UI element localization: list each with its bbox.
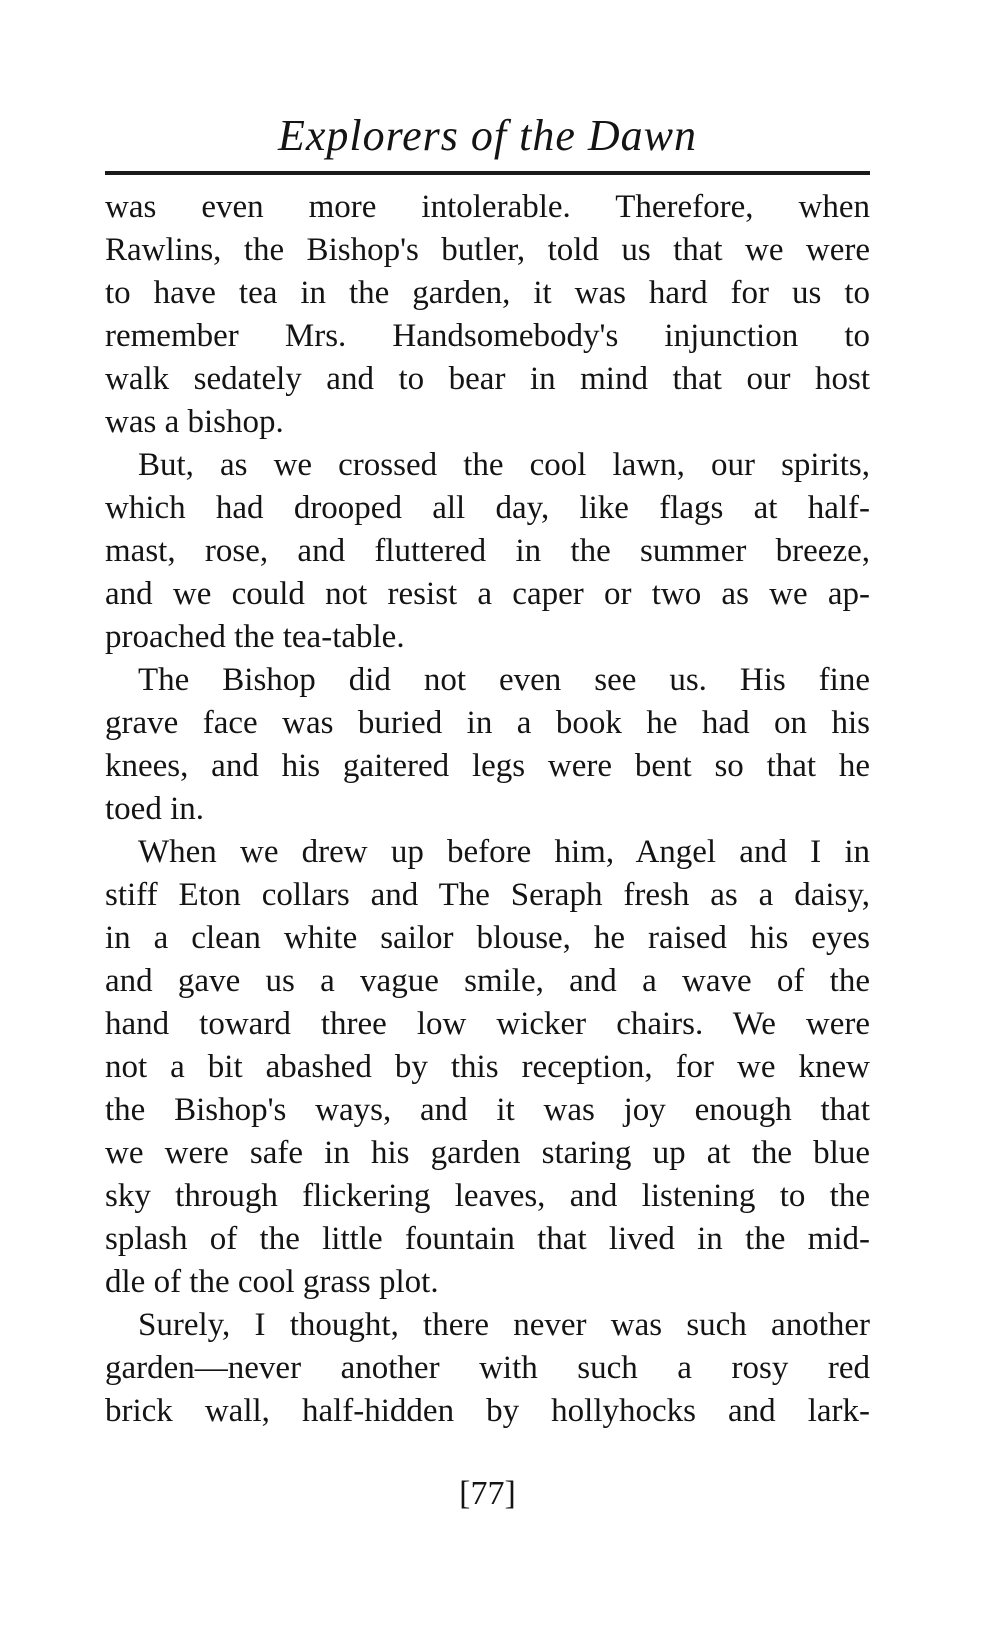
text-line: garden—never another with such a rosy red	[105, 1350, 870, 1386]
text-line: not a bit abashed by this reception, for we knew	[105, 1049, 870, 1085]
text-line: mast, rose, and fluttered in the summer breeze,	[105, 533, 870, 569]
running-head: Explorers of the Dawn	[278, 111, 697, 160]
text-line: hand toward three low wicker chairs. We were	[105, 1006, 870, 1042]
text-line: dle of the cool grass plot.	[105, 1264, 439, 1300]
text-line: we were safe in his garden staring up at the blue	[105, 1135, 870, 1171]
text-line: to have tea in the garden, it was hard for us to	[105, 275, 870, 311]
text-line: brick wall, half-hidden by hollyhocks and lark-	[105, 1393, 870, 1429]
text-line: stiff Eton collars and The Seraph fresh as a daisy,	[105, 877, 870, 913]
text-line: and we could not resist a caper or two as we ap-	[105, 576, 870, 612]
text-line: and gave us a vague smile, and a wave of the	[105, 963, 870, 999]
text-line: Surely, I thought, there never was such another	[138, 1307, 870, 1343]
text-line: grave face was buried in a book he had on his	[105, 705, 870, 741]
text-line: sky through flickering leaves, and listening to the	[105, 1178, 870, 1214]
text-line: was a bishop.	[105, 404, 284, 440]
text-line: was even more intolerable. Therefore, when	[105, 189, 870, 225]
text-line: walk sedately and to bear in mind that our host	[105, 361, 870, 397]
text-line: toed in.	[105, 791, 204, 827]
body-text	[105, 186, 870, 1433]
text-line: in a clean white sailor blouse, he raised his eyes	[105, 920, 870, 956]
text-line: splash of the little fountain that lived in the mid-	[105, 1221, 870, 1257]
text-line: knees, and his gaitered legs were bent so that he	[105, 748, 870, 784]
text-line: remember Mrs. Handsomebody's injunction to	[105, 318, 870, 354]
text-line: The Bishop did not even see us. His fine	[138, 662, 870, 698]
page-number: [77]	[459, 1475, 516, 1512]
text-line: Rawlins, the Bishop's butler, told us that we were	[105, 232, 870, 268]
text-line: the Bishop's ways, and it was joy enough that	[105, 1092, 870, 1128]
text-line: proached the tea-table.	[105, 619, 405, 655]
text-line: When we drew up before him, Angel and I in	[138, 834, 870, 870]
text-line: which had drooped all day, like flags at half-	[105, 490, 870, 526]
header-rule	[105, 171, 870, 175]
text-line: But, as we crossed the cool lawn, our spirits,	[138, 447, 870, 483]
